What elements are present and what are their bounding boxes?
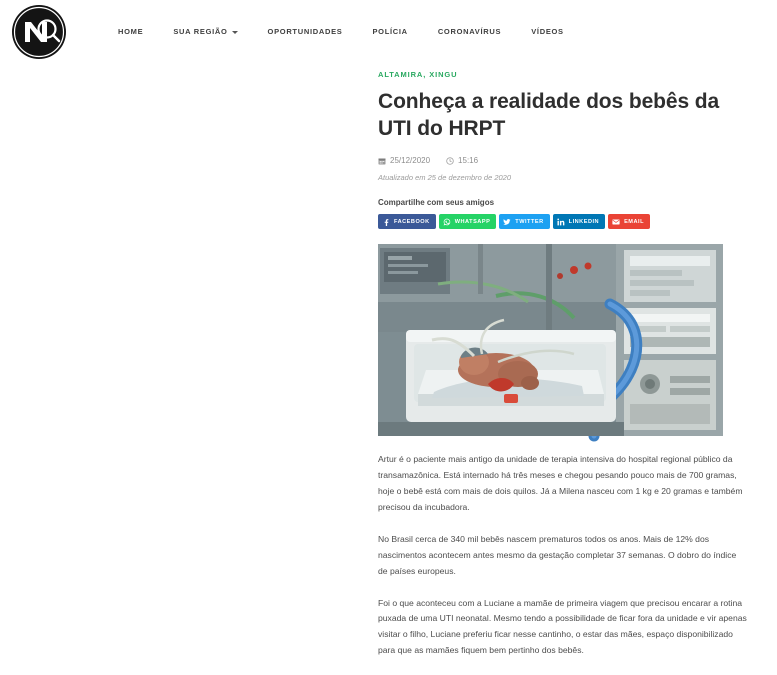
site-header [0,0,777,62]
publish-time [446,156,478,165]
nav-item-label: OPORTUNIDADES [267,26,343,36]
twitter-icon [503,218,511,226]
article-paragraph: No Brasil cerca de 340 mil bebês nascem prematuros todos os anos. Mais de 12% dos nascimentos acontecem antes mesmo da gestação completar 37 semanas. O dobro do índice de países europeus. [378,533,737,576]
nav-item-label: POLÍCIA [372,26,408,36]
nav-item-policia[interactable] [372,27,407,36]
site-logo[interactable] [12,5,66,59]
page-title: Conheça a realidade dos bebês da UTI do HRPT [378,90,720,140]
clock-icon [446,157,454,165]
email-icon [612,218,620,226]
share-bar [378,214,750,229]
nav-item-home[interactable] [118,27,143,36]
main-navigation [118,0,564,62]
article [378,70,750,675]
nav-item-videos[interactable] [531,27,564,36]
share-button-label: WHATSAPP [454,218,491,225]
linkedin-icon [557,218,565,226]
chevron-down-icon [232,31,238,34]
share-button-label: FACEBOOK [394,218,430,225]
share-button-whatsapp[interactable] [439,214,497,229]
article-paragraph: Foi o que aconteceu com a Luciane a mamãe de primeira viagem que precisou encarar a rotina puxada de uma UTI neonatal. Mesmo tendo a possibilidade de ficar fora da unidade e vir apenas visitar o filho, Luciane preferiu ficar nesse cantinho, o estar das mães, espaço disponibilizado para que as mamães fiquem bem pertinho dos bebês. [378,597,747,656]
share-button-twitter[interactable] [499,214,549,229]
nav-item-label: VÍDEOS [531,26,564,36]
share-button-facebook[interactable] [378,214,436,229]
publish-date [378,156,430,165]
nav-item-label: HOME [118,26,144,36]
share-button-label: LINKEDIN [568,218,600,225]
nav-item-label: CORONAVÍRUS [437,26,502,36]
share-button-label: TWITTER [515,218,544,225]
share-button-email[interactable] [608,214,650,229]
nav-item-label: SUA REGIÃO [173,26,228,36]
publish-time-text: 15:16 [458,156,479,166]
article-meta [378,156,750,165]
article-updated: Atualizado em 25 de dezembro de 2020 [378,173,512,183]
article-hero-image [378,244,723,436]
facebook-icon [382,218,390,226]
share-button-label: EMAIL [624,218,644,225]
article-paragraph: Artur é o paciente mais antigo da unidade de terapia intensiva do hospital regional público da transamazônica. Está internado há três meses e chegou pesando pouco mais de 700 gramas, hoje o bebê está com mais de dois quilos. Já a Milena nasceu com 1 kg e 20 gramas e também precisou da incubadora. [378,454,743,512]
whatsapp-icon [443,218,451,226]
nav-item-oportunidades[interactable] [268,27,343,36]
nav-item-sua-regiao[interactable] [173,27,237,36]
nav-item-coronavirus[interactable] [438,27,501,36]
article-category[interactable]: ALTAMIRA, XINGU [378,70,458,79]
share-title: Compartilhe com seus amigos [378,198,495,208]
calendar-icon [378,157,386,165]
share-button-linkedin[interactable] [553,214,605,229]
publish-date-text: 25/12/2020 [390,156,431,166]
